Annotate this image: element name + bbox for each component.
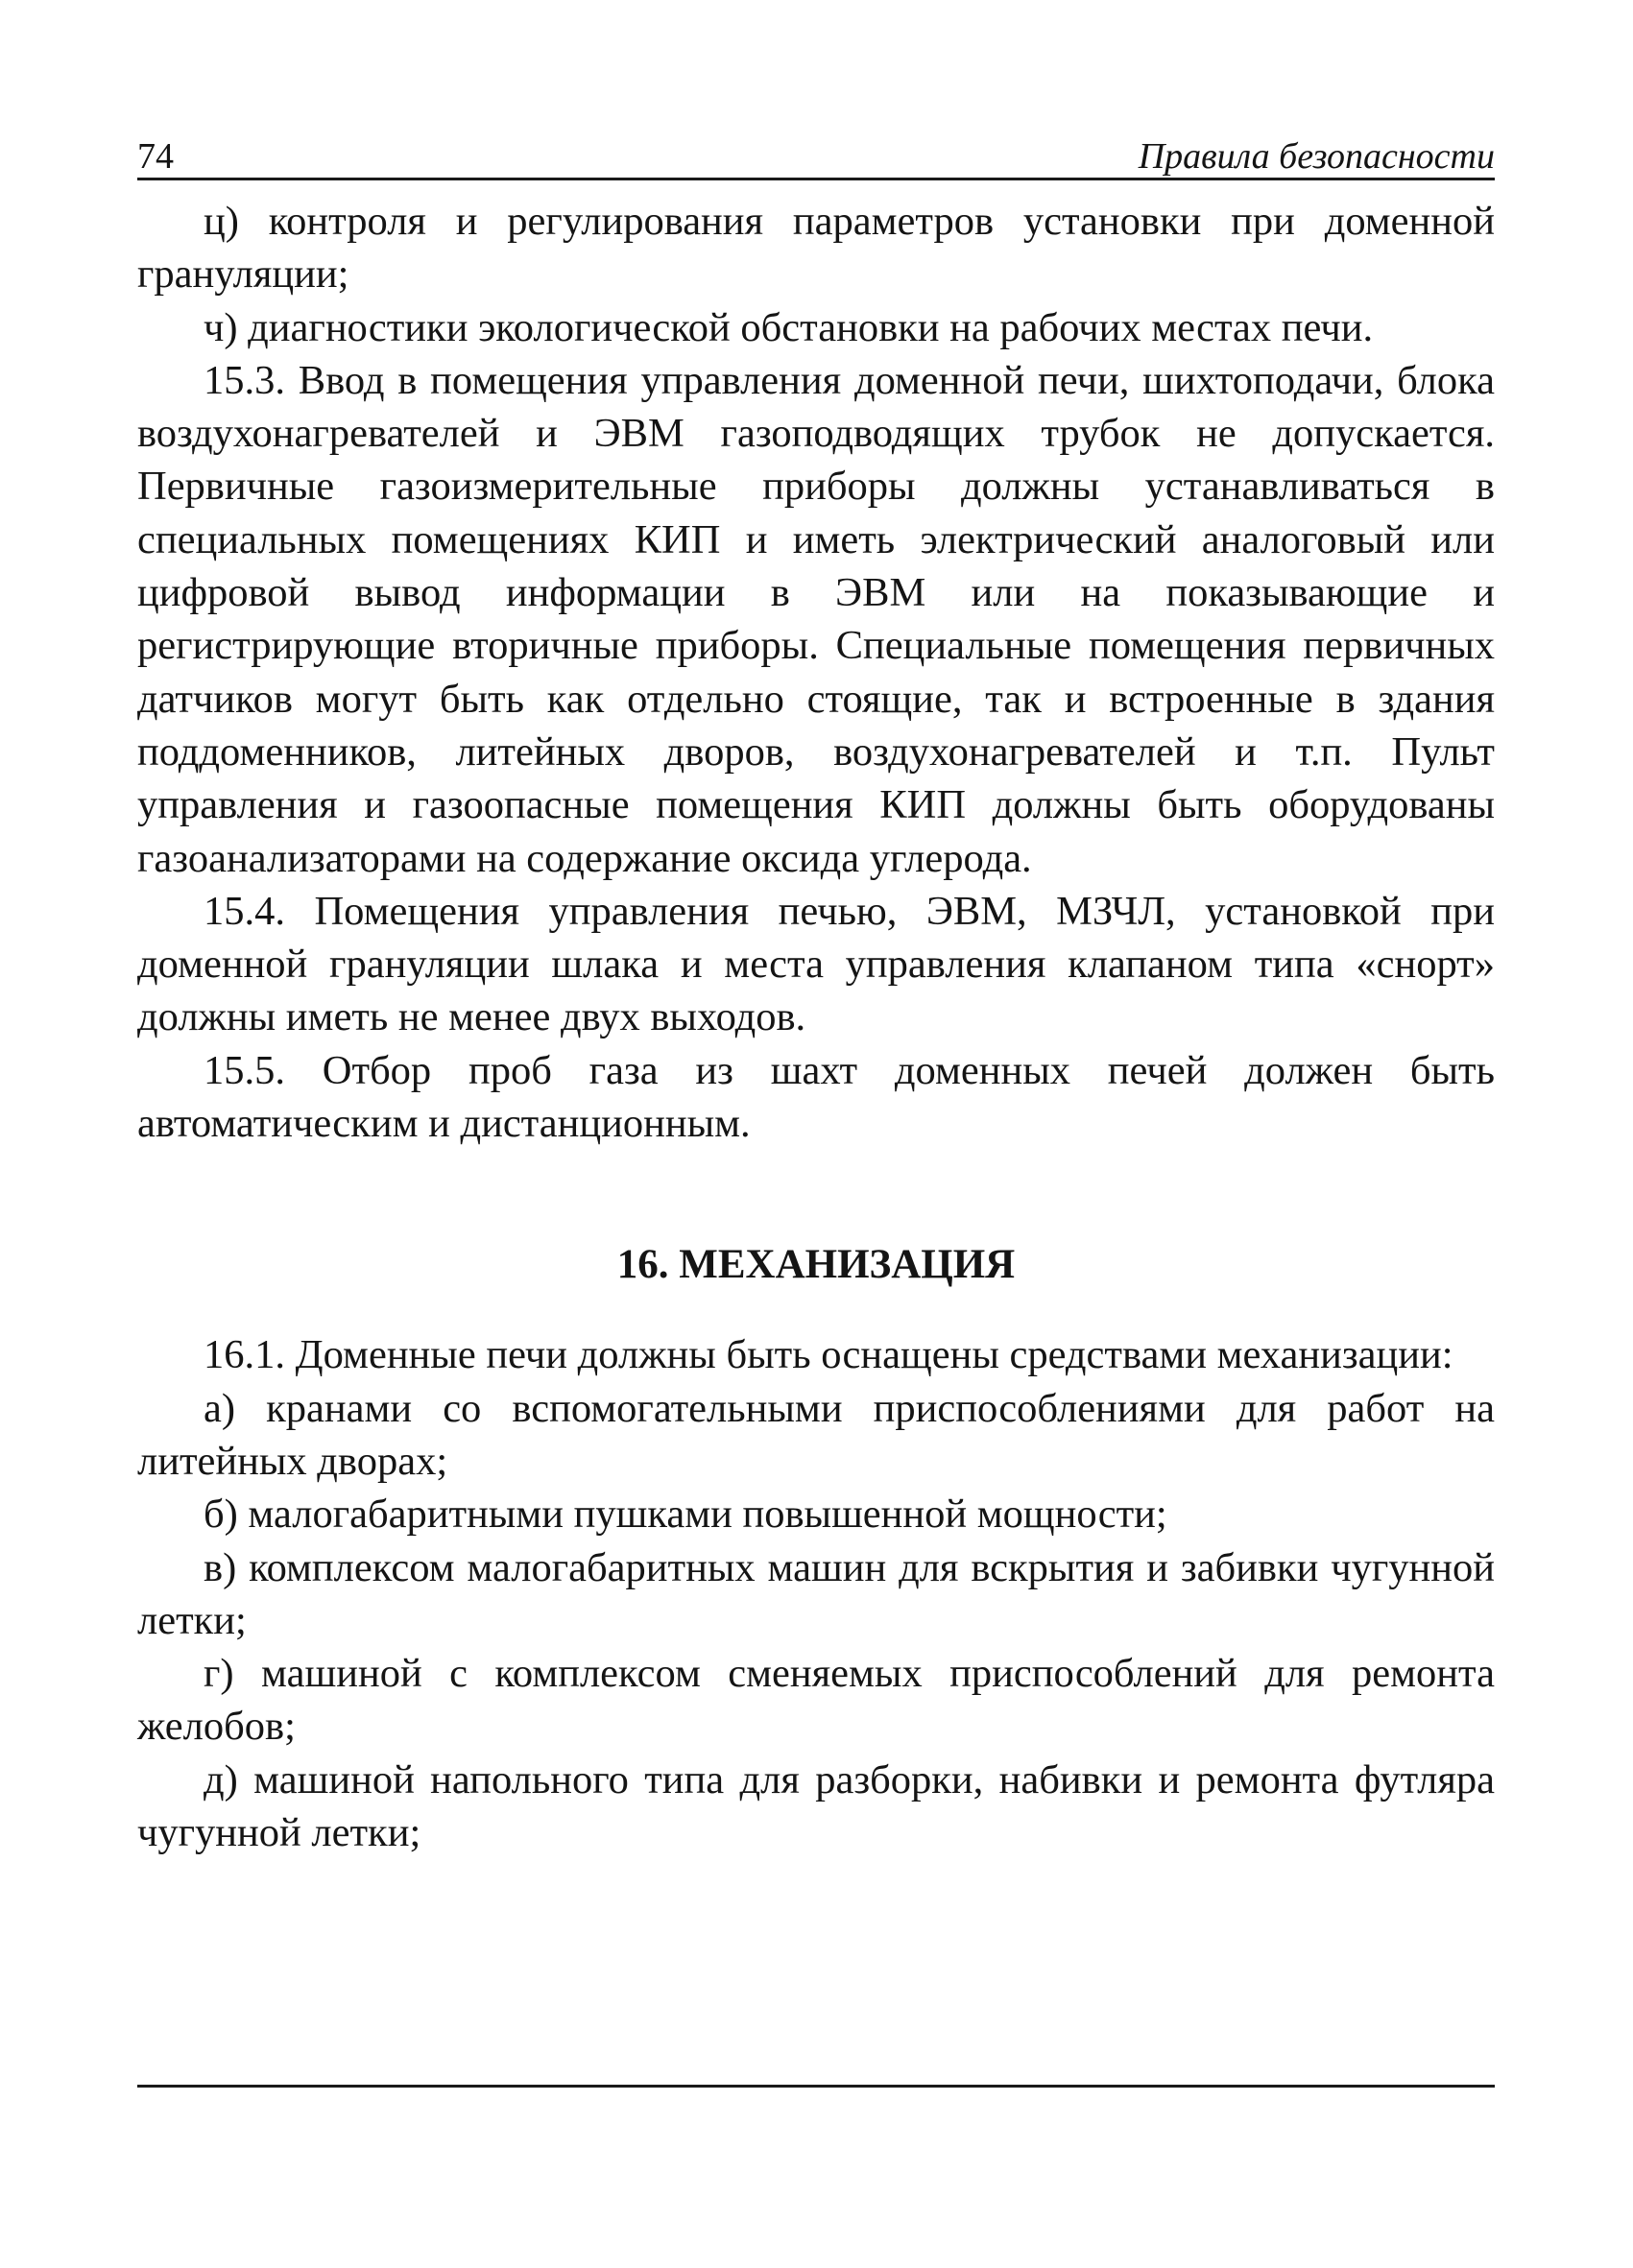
paragraph-16-1: 16.1. Доменные печи должны быть оснащены средствами механизации: [204,1332,1453,1378]
page-body [137,195,1495,1859]
list-item-d: д) машиной напольного типа для разборки, набивки и ремонта футляра чугунной летки; [137,1756,1495,1856]
list-item-a: а) кранами со вспомогательными приспособлениями для работ на литейных дворах; [137,1385,1495,1484]
list-item-v: в) комплексом малогабаритных машин для вскрытия и забивки чугунной летки; [137,1544,1495,1643]
paragraph-15-5: 15.5. Отбор проб газа из шахт доменных печей должен быть автоматическим и дистанционным. [137,1047,1495,1147]
list-item-b: б) малогабаритными пушками повышенной мощности; [204,1492,1167,1538]
paragraph-15-4: 15.4. Помещения управления печью, ЭВМ, МЗЧЛ, установкой при доменной грануляции шлака и места управления клапаном типа «снорт» должны иметь не менее двух выходов. [137,888,1495,1040]
running-title: Правила безопасности [1138,136,1495,177]
paragraph-item-ch: ч) диагностики экологической обстановки на рабочих местах печи. [204,304,1374,350]
page-header [137,128,1495,180]
list-item-g: г) машиной с комплексом сменяемых приспособлений для ремонта желобов; [137,1651,1495,1750]
paragraph-item-ts: ц) контроля и регулирования параметров установки при доменной грануляции; [137,199,1495,298]
bottom-rule [137,2085,1495,2088]
page-number: 74 [137,136,174,177]
section-heading: 16. МЕХАНИЗАЦИЯ [616,1242,1016,1288]
paragraph-15-3: 15.3. Ввод в помещения управления доменной печи, шихтоподачи, блока воздухонагревателей и ЭВМ газоподводящих трубок не допускается. Первичные газоизмерительные приборы должны устанавливаться в специальных помещениях КИП и иметь электрический аналоговый или цифровой вывод информации в ЭВМ или на показывающие и регистрирующие вторичные приборы. Специальные помещения первичных датчиков могут быть как отдельно стоящие, так и встроенные в здания поддоменников, литейных дворов, воздухонагревателей и т.п. Пульт управления и газоопасные помещения КИП должны быть оборудованы газоанализаторами на содержание оксида углерода. [137,357,1495,881]
